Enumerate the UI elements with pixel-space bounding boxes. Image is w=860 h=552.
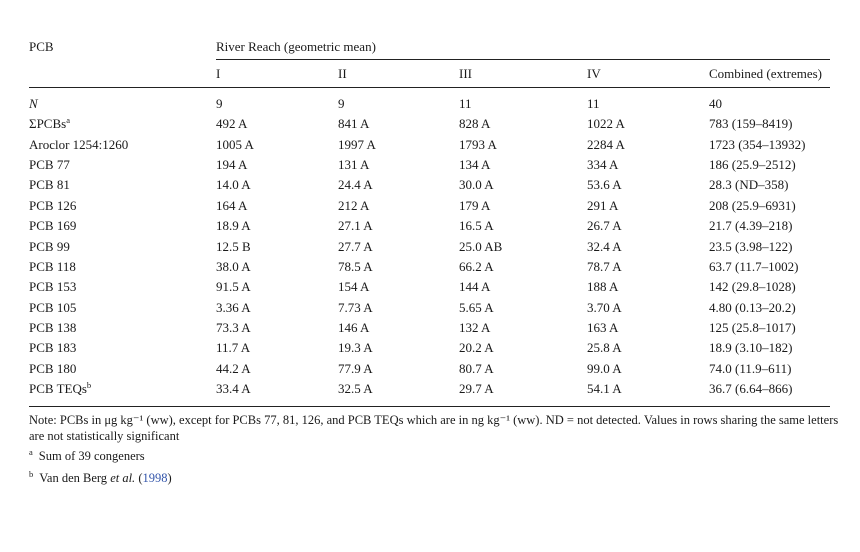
cell-i: 9: [216, 96, 223, 111]
row-label-text: PCB 153: [29, 279, 77, 295]
cell-iv: 11: [587, 96, 600, 111]
cell-ii: 1997 A: [338, 136, 376, 152]
cell-i: 38.0 A: [216, 258, 251, 274]
row-label: [29, 218, 76, 233]
cell-i: 11.7 A: [216, 340, 251, 356]
cell-i: 73.3 A: [216, 319, 251, 335]
row-label-text: PCB 81: [29, 177, 70, 193]
row-label-text: PCB 138: [29, 319, 77, 335]
cell-iv: 334 A: [587, 157, 619, 173]
row-label: [29, 198, 76, 213]
header-col-i: I: [216, 66, 221, 81]
header-col-ii: II: [338, 66, 347, 81]
header-pcb: PCB: [29, 39, 54, 54]
footnote-b-text-before: Van den Berg: [39, 471, 111, 485]
row-label-text: PCB 126: [29, 197, 77, 213]
cell-combined: 1723 (354–13932): [709, 136, 806, 152]
cell-ii: 24.4 A: [338, 177, 373, 193]
cell-combined: 783 (159–8419): [709, 116, 793, 132]
row-label: [29, 96, 38, 111]
cell-combined: 63.7 (11.7–1002): [709, 258, 799, 274]
cell-iv: 25.8 A: [587, 340, 622, 356]
cell-iv: 99.0 A: [587, 360, 622, 376]
cell-ii: 32.5 A: [338, 380, 373, 396]
cell-i: 14.0 A: [216, 177, 251, 193]
row-label-text: PCB 105: [29, 299, 77, 315]
row-label: [29, 259, 76, 274]
cell-iii: 30.0 A: [459, 177, 494, 193]
cell-iv: 291 A: [587, 197, 619, 213]
row-label-text: PCB 180: [29, 360, 77, 376]
cell-ii: 841 A: [338, 116, 370, 132]
cell-i: 492 A: [216, 116, 248, 132]
cell-iv: 26.7 A: [587, 218, 622, 234]
cell-iii: 20.2 A: [459, 340, 494, 356]
row-label: [29, 239, 70, 254]
cell-combined: 142 (29.8–1028): [709, 279, 796, 295]
cell-i: 18.9 A: [216, 218, 251, 234]
row-label: [29, 157, 70, 172]
row-label-text: ΣPCBs: [29, 116, 67, 132]
cell-iii: 25.0 AB: [459, 238, 503, 254]
table-note: Note: PCBs in μg kg⁻¹ (ww), except for PCBs 77, 81, 126, and PCB TEQs which are in ng kg⁻¹ (ww). ND = not detected. Values in rows sharing the same letters are not statistically significant: [29, 413, 839, 443]
cell-i: 33.4 A: [216, 380, 251, 396]
cell-iii: 828 A: [459, 116, 491, 132]
row-label-text: PCB 77: [29, 157, 70, 173]
header-col-iii: III: [459, 66, 472, 81]
row-label-text: Aroclor 1254:1260: [29, 136, 129, 152]
cell-ii: 9: [338, 96, 345, 111]
cell-ii: 154 A: [338, 279, 370, 295]
cell-iii: 11: [459, 96, 472, 111]
cell-iv: 78.7 A: [587, 258, 622, 274]
cell-combined: 4.80 (0.13–20.2): [709, 299, 796, 315]
row-label-footnote-mark: b: [86, 379, 92, 390]
group-rule: [216, 59, 830, 60]
cell-i: 3.36 A: [216, 299, 251, 315]
cell-ii: 212 A: [338, 197, 370, 213]
cell-combined: 40: [709, 96, 722, 111]
header-river-reach: River Reach (geometric mean): [216, 39, 376, 54]
cell-iv: 2284 A: [587, 136, 625, 152]
cell-iv: 188 A: [587, 279, 619, 295]
cell-combined: 23.5 (3.98–122): [709, 238, 793, 254]
cell-iv: 3.70 A: [587, 299, 622, 315]
cell-i: 44.2 A: [216, 360, 251, 376]
cell-iii: 66.2 A: [459, 258, 494, 274]
cell-iv: 53.6 A: [587, 177, 622, 193]
row-label-text: PCB 99: [29, 238, 70, 254]
cell-iii: 132 A: [459, 319, 491, 335]
cell-ii: 77.9 A: [338, 360, 373, 376]
header-rule: [29, 87, 830, 88]
cell-ii: 27.1 A: [338, 218, 373, 234]
row-label-text: PCB 118: [29, 258, 76, 274]
row-label: [29, 279, 76, 294]
cell-iv: 32.4 A: [587, 238, 622, 254]
row-label-text: PCB TEQs: [29, 380, 87, 396]
row-label-footnote-mark: a: [66, 115, 70, 126]
row-label: [29, 361, 76, 376]
cell-i: 1005 A: [216, 136, 254, 152]
footnote-a-text: Sum of 39 congeners: [38, 449, 145, 463]
footnote-b-et-al: et al.: [110, 471, 136, 485]
cell-iv: 163 A: [587, 319, 619, 335]
cell-iii: 134 A: [459, 157, 491, 173]
cell-i: 12.5 B: [216, 238, 251, 254]
row-label: [29, 300, 76, 315]
cell-ii: 27.7 A: [338, 238, 373, 254]
footnote-a-mark: a: [29, 447, 33, 457]
row-label: [29, 177, 70, 192]
cell-ii: 7.73 A: [338, 299, 373, 315]
row-label: [29, 137, 128, 152]
footnote-b-text-end: ): [167, 471, 172, 485]
footnote-b-mark: b: [29, 469, 34, 479]
row-label: [29, 340, 76, 355]
cell-combined: 186 (25.9–2512): [709, 157, 796, 173]
cell-ii: 78.5 A: [338, 258, 373, 274]
cell-i: 194 A: [216, 157, 248, 173]
cell-combined: 74.0 (11.9–611): [709, 360, 792, 376]
row-label-text: PCB 169: [29, 218, 77, 234]
citation-link-1998[interactable]: 1998: [142, 471, 168, 485]
cell-ii: 131 A: [338, 157, 370, 173]
row-label-text: PCB 183: [29, 340, 77, 356]
row-label-text: N: [29, 96, 38, 111]
cell-combined: 125 (25.8–1017): [709, 319, 796, 335]
cell-iii: 179 A: [459, 197, 491, 213]
cell-ii: 146 A: [338, 319, 370, 335]
footnote-b-text-after: (: [135, 471, 143, 485]
cell-iii: 80.7 A: [459, 360, 494, 376]
footnote-b: [29, 470, 172, 486]
cell-combined: 208 (25.9–6931): [709, 197, 796, 213]
row-label: [29, 320, 76, 335]
cell-iii: 16.5 A: [459, 218, 494, 234]
cell-iii: 1793 A: [459, 136, 497, 152]
cell-iv: 54.1 A: [587, 380, 622, 396]
cell-iii: 29.7 A: [459, 380, 494, 396]
cell-i: 164 A: [216, 197, 248, 213]
cell-combined: 21.7 (4.39–218): [709, 218, 793, 234]
bottom-rule: [29, 406, 830, 407]
cell-combined: 36.7 (6.64–866): [709, 380, 793, 396]
cell-iii: 5.65 A: [459, 299, 494, 315]
cell-combined: 18.9 (3.10–182): [709, 340, 793, 356]
header-col-combined: Combined (extremes): [709, 66, 822, 81]
row-label: [29, 116, 70, 131]
cell-ii: 19.3 A: [338, 340, 373, 356]
row-label: [29, 381, 91, 396]
cell-iii: 144 A: [459, 279, 491, 295]
cell-combined: 28.3 (ND–358): [709, 177, 789, 193]
cell-i: 91.5 A: [216, 279, 251, 295]
header-col-iv: IV: [587, 66, 601, 81]
cell-iv: 1022 A: [587, 116, 625, 132]
footnote-a: [29, 448, 145, 464]
